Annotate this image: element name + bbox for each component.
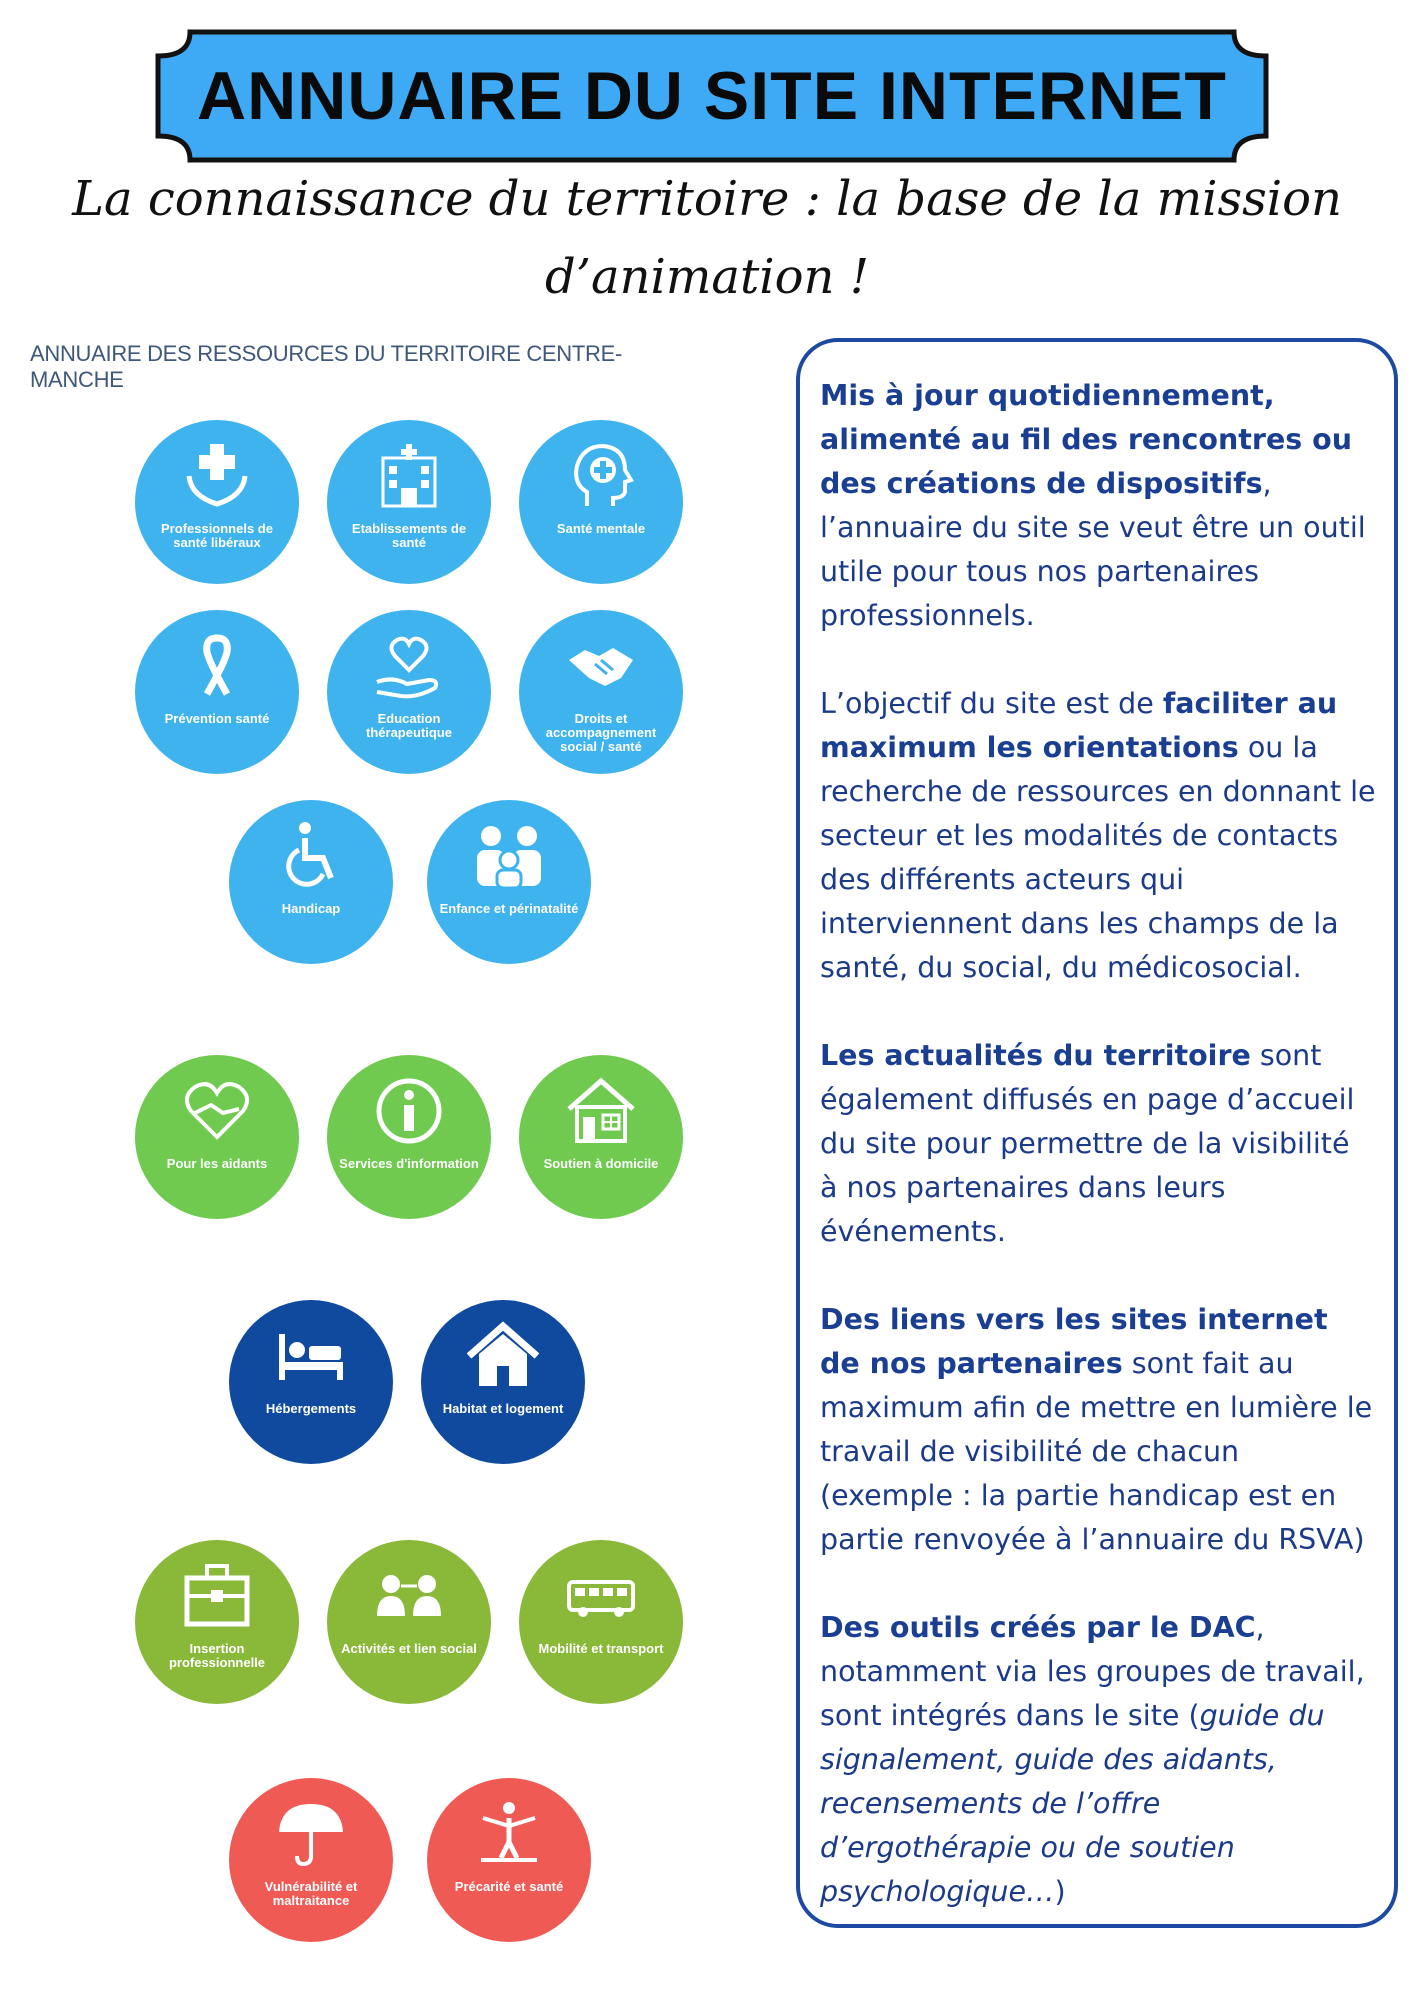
category-label: Prévention santé — [164, 711, 270, 726]
directory-heading: ANNUAIRE DES RESSOURCES DU TERRITOIRE CENTRE-MANCHE — [30, 341, 622, 392]
body-text: sont fait au maximum afin de mettre en lumière le travail de visibilité de chacun (exemple : la partie handicap est en partie renvoyée à l’annuaire du RSVA) — [820, 1347, 1373, 1556]
house-icon — [565, 1075, 637, 1147]
italic-text: guide du signalement, guide des aidants, recensements de l’offre d’ergothérapie ou de soutien psychologique… — [820, 1699, 1325, 1908]
info-paragraph-links — [820, 1298, 1376, 1562]
category-professionnels-sante[interactable] — [135, 420, 299, 584]
balance-person-icon — [473, 1798, 545, 1870]
page-title: ANNUAIRE DU SITE INTERNET — [197, 58, 1227, 134]
title-banner — [150, 26, 1274, 166]
category-label: Précarité et santé — [454, 1879, 564, 1894]
hand-heart-icon — [373, 630, 445, 702]
info-paragraph-news — [820, 1034, 1376, 1254]
category-etablissements-sante[interactable] — [327, 420, 491, 584]
category-label: Insertion professionnelle — [168, 1641, 266, 1670]
category-sante-mentale[interactable] — [519, 420, 683, 584]
handshake-icon — [565, 630, 637, 702]
highlight-text: Mis à jour quotidiennement, alimenté au fil des rencontres ou des créations de dispositifs — [820, 379, 1353, 500]
category-precarite-sante[interactable] — [427, 1778, 591, 1942]
category-hebergements[interactable] — [229, 1300, 393, 1464]
bus-icon — [565, 1560, 637, 1632]
body-text: L’objectif du site est de — [820, 687, 1163, 720]
highlight-text: Des outils créés par le DAC — [820, 1611, 1256, 1644]
family-icon — [473, 820, 545, 892]
category-label: Activités et lien social — [341, 1641, 477, 1656]
ribbon-icon — [181, 630, 253, 702]
category-enfance-perinatalite[interactable] — [427, 800, 591, 964]
category-droits-accompagnement[interactable] — [519, 610, 683, 774]
category-handicap[interactable] — [229, 800, 393, 964]
category-label: Services d'information — [339, 1156, 479, 1171]
body-text: ou la recherche de ressources en donnant le secteur et les modalités de contacts des différents acteurs qui interviennent dans les champs de la santé, du social, du médicosocial. — [820, 731, 1376, 984]
category-label: Professionnels de santé libéraux — [161, 521, 273, 550]
category-soutien-domicile[interactable] — [519, 1055, 683, 1219]
body-text: , l’annuaire du site se veut être un outil utile pour tous nos partenaires professionnels. — [820, 467, 1366, 632]
home-icon — [467, 1320, 539, 1392]
category-label: Enfance et périnatalité — [439, 901, 579, 916]
category-label: Mobilité et transport — [538, 1641, 664, 1656]
category-habitat-logement[interactable] — [421, 1300, 585, 1464]
body-text: ) — [1054, 1875, 1066, 1908]
info-paragraph-tools — [820, 1606, 1376, 1914]
highlight-text: Les actualités du territoire — [820, 1039, 1251, 1072]
category-activites-lien-social[interactable] — [327, 1540, 491, 1704]
highlight-text: Des liens vers les sites internet de nos partenaires — [820, 1303, 1328, 1380]
category-label: Etablissements de santé — [351, 521, 467, 550]
info-paragraph-update — [820, 374, 1376, 638]
category-label: Vulnérabilité et maltraitance — [264, 1879, 358, 1908]
category-label: Soutien à domicile — [543, 1156, 659, 1171]
people-link-icon — [373, 1560, 445, 1632]
category-label: Pour les aidants — [166, 1156, 268, 1171]
category-label: Hébergements — [265, 1401, 357, 1416]
category-prevention-sante[interactable] — [135, 610, 299, 774]
body-text: , notamment via les groupes de travail, sont intégrés dans le site ( — [820, 1611, 1365, 1732]
highlight-text: faciliter au maximum les orientations — [820, 687, 1338, 764]
hospital-building-icon — [373, 440, 445, 512]
bed-icon — [275, 1320, 347, 1392]
category-label: Habitat et logement — [442, 1401, 564, 1416]
category-label: Education thérapeutique — [366, 711, 452, 740]
body-text: sont également diffusés en page d’accueil du site pour permettre de la visibilité à nos partenaires dans leurs événements. — [820, 1039, 1355, 1248]
category-vulnerabilite-maltraitance[interactable] — [229, 1778, 393, 1942]
info-paragraph-objective — [820, 682, 1376, 990]
category-mobilite-transport[interactable] — [519, 1540, 683, 1704]
category-label: Handicap — [281, 901, 341, 916]
category-services-information[interactable] — [327, 1055, 491, 1219]
category-education-therapeutique[interactable] — [327, 610, 491, 774]
category-label: Santé mentale — [556, 521, 646, 536]
category-label: Droits et accompagnement social / santé — [545, 711, 657, 754]
page-subtitle: La connaissance du territoire : la base de la mission d’animation ! — [72, 171, 1342, 305]
info-box — [796, 338, 1398, 1928]
category-pour-les-aidants[interactable] — [135, 1055, 299, 1219]
umbrella-icon — [275, 1798, 347, 1870]
hands-cross-icon — [181, 440, 253, 512]
briefcase-icon — [181, 1560, 253, 1632]
info-icon — [373, 1075, 445, 1147]
heart-hands-icon — [181, 1075, 253, 1147]
category-insertion-professionnelle[interactable] — [135, 1540, 299, 1704]
head-cross-icon — [565, 440, 637, 512]
wheelchair-icon — [275, 820, 347, 892]
